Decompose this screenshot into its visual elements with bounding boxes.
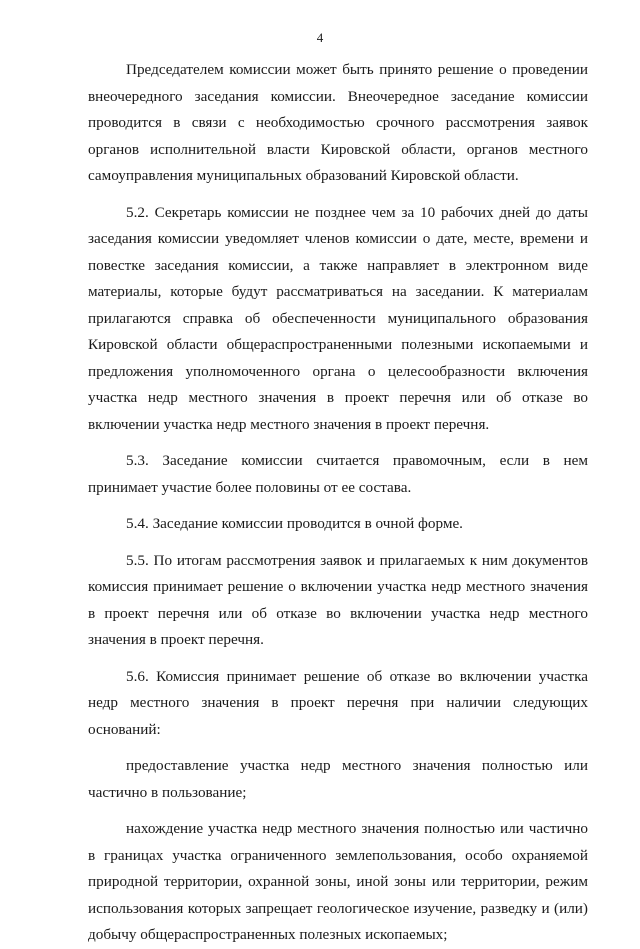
paragraph-5-6-refusal-grounds: 5.6. Комиссия принимает решение об отказе во включении участка недр местного значения в проект перечня при наличии следующих оснований: [88,667,588,738]
paragraph-5-5-decision: 5.5. По итогам рассмотрения заявок и прилагаемых к ним документов комиссия принимает решение о включении участка недр местного значения в проект перечня или об отказе во включении участка недр местного значения в проект перечня. [88,551,588,648]
paragraph-5-3-quorum: 5.3. Заседание комиссии считается правомочным, если в нем принимает участие более половины от ее состава. [88,452,588,496]
paragraph-5-4-meeting-form: 5.4. Заседание комиссии проводится в очной форме. [126,515,463,532]
paragraph-5-2-secretary-notice: 5.2. Секретарь комиссии не позднее чем за 10 рабочих дней до даты заседания комиссии уведомляет членов комиссии о дате, месте, времени и повестке заседания комиссии, а также направляет в электронном виде материалы, которые будут рассматриваться на заседании. К материалам прилагаются справка об обеспеченности муниципального образования Кировской области общераспространенными полезными ископаемыми и предложения уполномоченного органа о целесообразности включения участка недр местного значения в проект перечня или об отказе во включении участка недр местного значения в проект перечня. [88,203,588,433]
paragraph-extraordinary-meeting: Председателем комиссии может быть принято решение о проведении внеочередного заседания комиссии. Внеочередное заседание комиссии проводится в связи с необходимостью срочного рассмотрения заявок органов исполнительной власти Кировской области, органов местного самоуправления муниципальных образований Кировской области. [88,61,588,184]
page-number: 4 [316,30,324,45]
list-item-ground-usage: предоставление участка недр местного значения полностью или частично в пользование; [88,757,588,801]
list-item-ground-restricted-territory: нахождение участка недр местного значения полностью или частично в границах участка ограниченного землепользования, особо охраняемой природной территории, охранной зоны, иной зоны или территории, режим использования которых запрещает геологическое изучение, разведку и (или) добычу общераспространенных полезных ископаемых; [88,820,588,943]
document-body [88,57,588,949]
